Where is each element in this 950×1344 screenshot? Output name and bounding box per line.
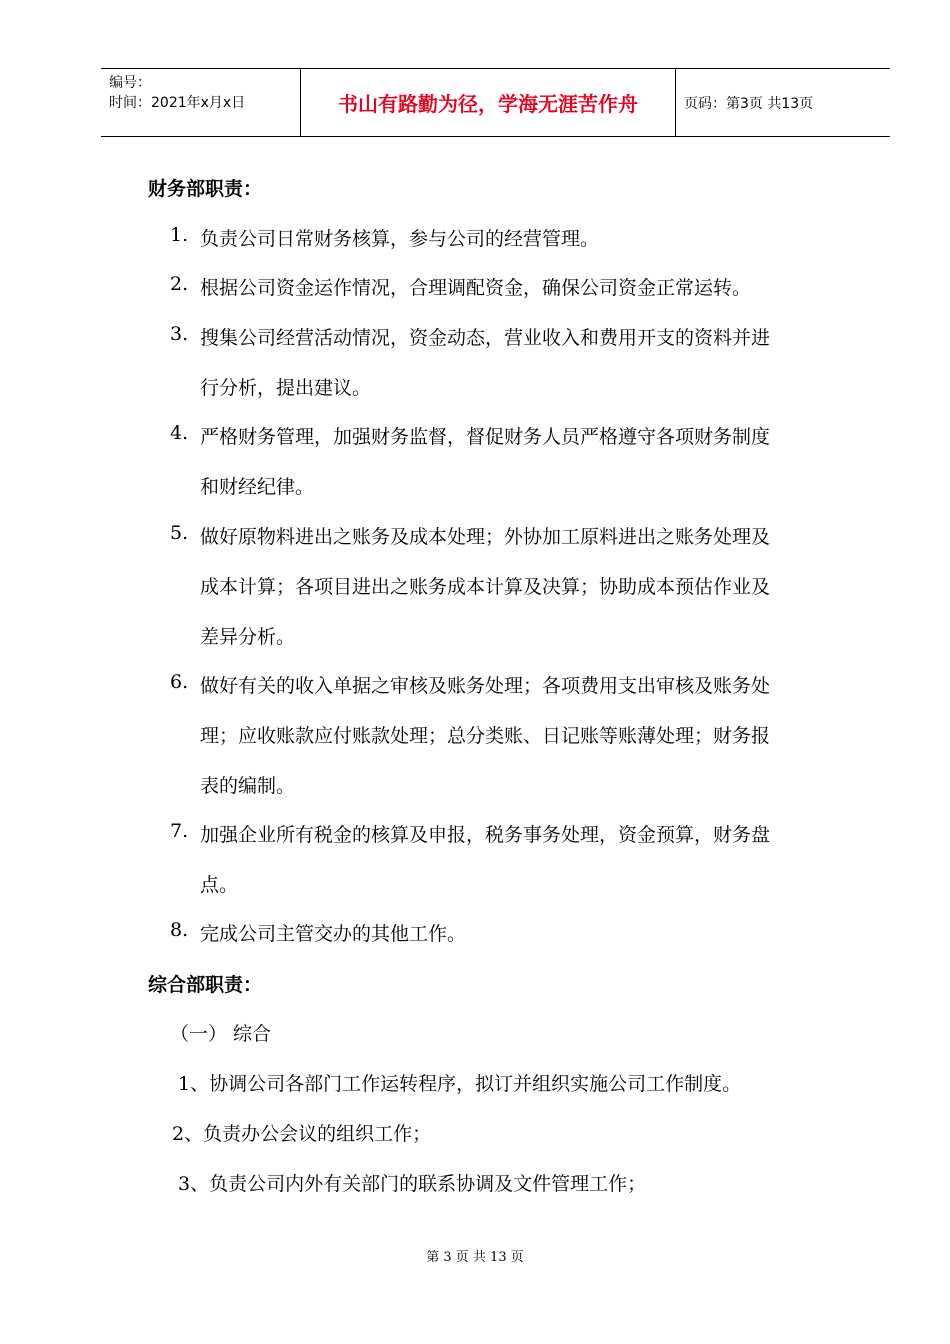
item-text: 和财经纪律。 xyxy=(200,476,315,498)
item-number: 4. xyxy=(170,422,189,444)
item-text: 理；应收账款应付账款处理；总分类账、日记账等账薄处理；财务报 xyxy=(200,725,771,747)
header-motto: 书山有路勤为径，学海无涯苦作舟 xyxy=(301,69,676,136)
item-number: 6. xyxy=(170,671,189,693)
time-label: 时间：2021年x月x日 xyxy=(109,95,246,111)
number-label: 编号： xyxy=(109,75,151,91)
finance-heading: 财务部职责： xyxy=(148,178,263,200)
general-subheading: （一） 综合 xyxy=(170,1023,272,1045)
page-header xyxy=(101,68,890,137)
item-text: 根据公司资金运作情况，合理调配资金，确保公司资金正常运转。 xyxy=(200,277,752,299)
item-text: 点。 xyxy=(200,874,239,896)
general-item-1: 1、协调公司各部门工作运转程序，拟订并组织实施公司工作制度。 xyxy=(178,1073,742,1095)
item-number: 8. xyxy=(170,919,189,941)
item-number: 1. xyxy=(170,224,189,246)
header-page-code: 页码：第3页 共13页 xyxy=(684,95,814,112)
page-footer: 第 3 页 共 13 页 xyxy=(426,1250,524,1265)
item-text: 加强企业所有税金的核算及申报，税务事务处理，资金预算，财务盘 xyxy=(200,824,771,846)
item-text: 完成公司主管交办的其他工作。 xyxy=(200,923,467,945)
item-number: 7. xyxy=(170,820,189,842)
general-heading: 综合部职责： xyxy=(148,974,263,996)
general-item-2: 2、负责办公会议的组织工作； xyxy=(172,1123,432,1145)
item-text: 差异分析。 xyxy=(200,626,296,648)
item-text: 搜集公司经营活动情况，资金动态，营业收入和费用开支的资料并进 xyxy=(200,327,771,349)
item-text: 行分析，提出建议。 xyxy=(200,377,372,399)
item-text: 负责公司日常财务核算，参与公司的经营管理。 xyxy=(200,228,600,250)
item-text: 做好有关的收入单据之审核及账务处理；各项费用支出审核及账务处 xyxy=(200,675,771,697)
item-text: 表的编制。 xyxy=(200,775,296,797)
item-number: 3. xyxy=(170,323,189,345)
general-item-3: 3、负责公司内外有关部门的联系协调及文件管理工作； xyxy=(178,1173,647,1195)
item-number: 5. xyxy=(170,522,189,544)
item-text: 做好原物料进出之账务及成本处理；外协加工原料进出之账务处理及 xyxy=(200,526,771,548)
item-text: 成本计算；各项目进出之账务成本计算及决算；协助成本预估作业及 xyxy=(200,576,771,598)
header-meta xyxy=(101,69,301,136)
item-number: 2. xyxy=(170,273,189,295)
item-text: 严格财务管理，加强财务监督，督促财务人员严格遵守各项财务制度 xyxy=(200,426,771,448)
